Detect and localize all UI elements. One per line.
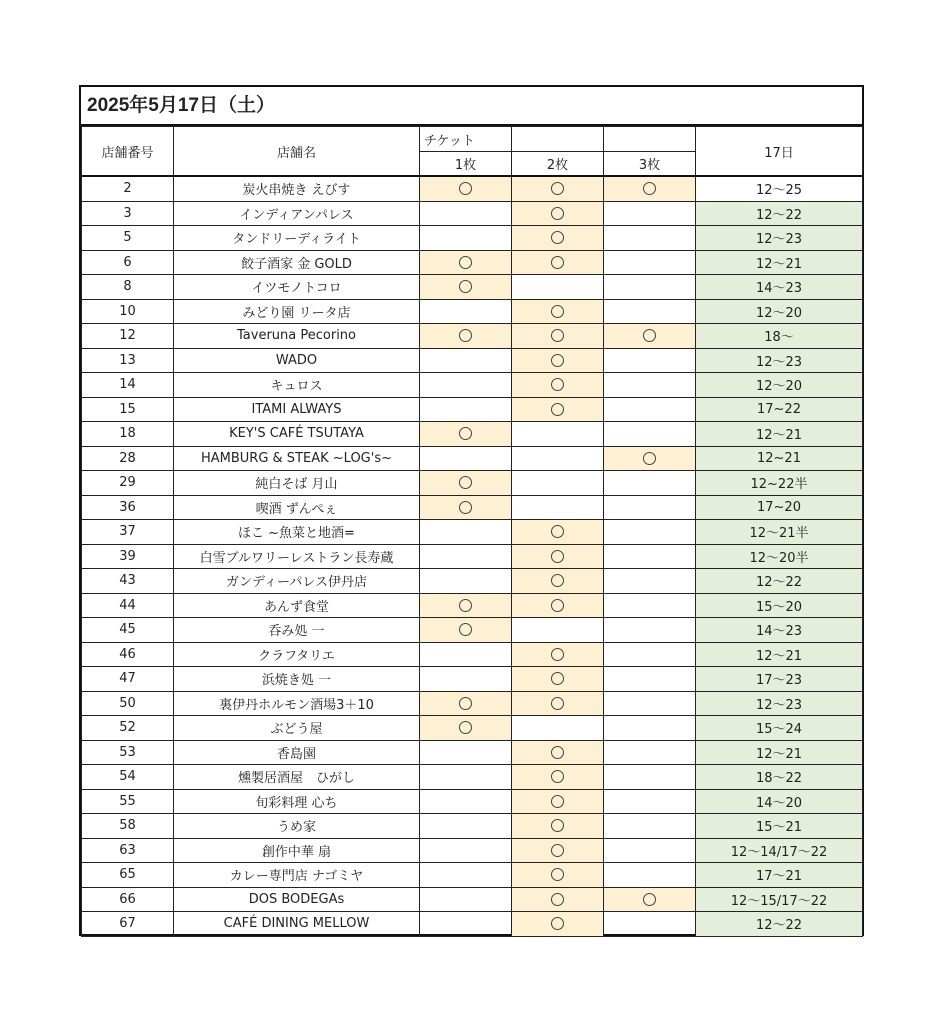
store-name: 創作中華 扇 — [174, 838, 420, 863]
ticket-cell-t1 — [420, 814, 512, 839]
ticket-cell-t3 — [604, 471, 696, 496]
ticket-cell-t2 — [512, 887, 604, 912]
store-name: CAFÉ DINING MELLOW — [174, 912, 420, 937]
store-number: 28 — [82, 446, 174, 471]
circle-icon — [551, 648, 564, 661]
ticket-cell-t2 — [512, 691, 604, 716]
circle-icon — [459, 182, 472, 195]
ticket-cell-t3 — [604, 250, 696, 275]
open-hours: 15～21 — [696, 814, 863, 839]
ticket-cell-t1 — [420, 618, 512, 643]
store-name: DOS BODEGAs — [174, 887, 420, 912]
store-name: 炭火串焼き えびす — [174, 176, 420, 201]
ticket-cell-t1 — [420, 299, 512, 324]
store-number: 67 — [82, 912, 174, 937]
store-name: あんず食堂 — [174, 593, 420, 618]
ticket-cell-t3 — [604, 373, 696, 398]
table-row — [82, 887, 863, 912]
circle-icon — [551, 305, 564, 318]
circle-icon — [551, 672, 564, 685]
store-number: 47 — [82, 667, 174, 692]
ticket-cell-t3 — [604, 912, 696, 937]
table-row — [82, 814, 863, 839]
circle-icon — [551, 917, 564, 930]
circle-icon — [551, 795, 564, 808]
ticket-cell-t2 — [512, 618, 604, 643]
circle-icon — [551, 550, 564, 563]
store-number: 37 — [82, 520, 174, 545]
store-number: 58 — [82, 814, 174, 839]
ticket-cell-t3 — [604, 667, 696, 692]
ticket-cell-t1 — [420, 642, 512, 667]
ticket-cell-t1 — [420, 716, 512, 741]
ticket-cell-t3 — [604, 544, 696, 569]
ticket-cell-t3 — [604, 176, 696, 201]
ticket-cell-t2 — [512, 814, 604, 839]
open-hours: 14～23 — [696, 275, 863, 300]
ticket-cell-t2 — [512, 569, 604, 594]
circle-icon — [551, 354, 564, 367]
table-row — [82, 299, 863, 324]
store-name: KEY'S CAFÉ TSUTAYA — [174, 422, 420, 447]
table-row — [82, 593, 863, 618]
ticket-cell-t2 — [512, 275, 604, 300]
store-name: 旬彩料理 心ち — [174, 789, 420, 814]
open-hours: 12～14/17～22 — [696, 838, 863, 863]
ticket-cell-t3 — [604, 397, 696, 422]
store-number: 8 — [82, 275, 174, 300]
ticket-cell-t1 — [420, 838, 512, 863]
open-hours: 18～22 — [696, 765, 863, 790]
ticket-cell-t1 — [420, 593, 512, 618]
circle-icon — [551, 770, 564, 783]
ticket-cell-t2 — [512, 765, 604, 790]
ticket-cell-t2 — [512, 446, 604, 471]
store-number: 14 — [82, 373, 174, 398]
open-hours: 12～21 — [696, 422, 863, 447]
ticket-cell-t1 — [420, 397, 512, 422]
open-hours: 12～22 — [696, 201, 863, 226]
ticket-cell-t1 — [420, 201, 512, 226]
store-number: 29 — [82, 471, 174, 496]
ticket-cell-t1 — [420, 691, 512, 716]
table-row — [82, 397, 863, 422]
table-row — [82, 495, 863, 520]
ticket-cell-t3 — [604, 740, 696, 765]
ticket-cell-t1 — [420, 324, 512, 349]
ticket-cell-t1 — [420, 348, 512, 373]
ticket-cell-t3 — [604, 887, 696, 912]
ticket-cell-t2 — [512, 201, 604, 226]
store-number: 13 — [82, 348, 174, 373]
ticket-cell-t2 — [512, 397, 604, 422]
open-hours: 15～20 — [696, 593, 863, 618]
ticket-cell-t1 — [420, 740, 512, 765]
ticket-cell-t2 — [512, 544, 604, 569]
open-hours: 12～23 — [696, 348, 863, 373]
ticket-cell-t2 — [512, 422, 604, 447]
ticket-cell-t1 — [420, 446, 512, 471]
open-hours: 12～23 — [696, 226, 863, 251]
store-name: イツモノトコロ — [174, 275, 420, 300]
ticket-cell-t2 — [512, 863, 604, 888]
ticket-cell-t2 — [512, 471, 604, 496]
store-name: クラフタリエ — [174, 642, 420, 667]
header-store-no: 店舗番号 — [82, 127, 174, 177]
ticket-cell-t3 — [604, 348, 696, 373]
table-row — [82, 691, 863, 716]
circle-icon — [459, 501, 472, 514]
open-hours: 12~22半 — [696, 471, 863, 496]
ticket-cell-t1 — [420, 569, 512, 594]
store-name: 純白そば 月山 — [174, 471, 420, 496]
circle-icon — [459, 329, 472, 342]
store-name: 裏伊丹ホルモン酒場3＋10 — [174, 691, 420, 716]
store-name: 浜焼き処 一 — [174, 667, 420, 692]
ticket-cell-t1 — [420, 471, 512, 496]
circle-icon — [459, 697, 472, 710]
header-blank — [512, 127, 604, 152]
ticket-cell-t3 — [604, 814, 696, 839]
circle-icon — [551, 599, 564, 612]
ticket-cell-t1 — [420, 275, 512, 300]
store-number: 10 — [82, 299, 174, 324]
circle-icon — [459, 256, 472, 269]
store-name: HAMBURG & STEAK ~LOG's~ — [174, 446, 420, 471]
circle-icon — [459, 599, 472, 612]
open-hours: 17～23 — [696, 667, 863, 692]
page-title: 2025年5月17日（土） — [81, 87, 862, 126]
table-body — [82, 176, 863, 936]
store-number: 44 — [82, 593, 174, 618]
open-hours: 14～20 — [696, 789, 863, 814]
open-hours: 12～23 — [696, 691, 863, 716]
ticket-cell-t1 — [420, 789, 512, 814]
header-ticket-3: 3枚 — [604, 152, 696, 177]
ticket-cell-t2 — [512, 740, 604, 765]
table-row — [82, 544, 863, 569]
circle-icon — [551, 207, 564, 220]
table-row — [82, 618, 863, 643]
store-number: 12 — [82, 324, 174, 349]
circle-icon — [459, 427, 472, 440]
store-number: 52 — [82, 716, 174, 741]
ticket-cell-t3 — [604, 226, 696, 251]
ticket-cell-t1 — [420, 176, 512, 201]
ticket-cell-t2 — [512, 593, 604, 618]
open-hours: 17~20 — [696, 495, 863, 520]
ticket-cell-t2 — [512, 838, 604, 863]
table-row — [82, 863, 863, 888]
store-name: ガンディーパレス伊丹店 — [174, 569, 420, 594]
table-row — [82, 324, 863, 349]
store-name: タンドリーディライト — [174, 226, 420, 251]
ticket-cell-t1 — [420, 373, 512, 398]
ticket-cell-t3 — [604, 618, 696, 643]
table-row — [82, 471, 863, 496]
circle-icon — [551, 231, 564, 244]
circle-icon — [551, 819, 564, 832]
store-name: 喫酒 ずんぺぇ — [174, 495, 420, 520]
table-row — [82, 569, 863, 594]
store-number: 15 — [82, 397, 174, 422]
store-name: WADO — [174, 348, 420, 373]
store-number: 36 — [82, 495, 174, 520]
table-row — [82, 226, 863, 251]
circle-icon — [551, 525, 564, 538]
ticket-cell-t2 — [512, 250, 604, 275]
ticket-cell-t1 — [420, 250, 512, 275]
header-ticket-2: 2枚 — [512, 152, 604, 177]
open-hours: 15～24 — [696, 716, 863, 741]
table-row — [82, 250, 863, 275]
circle-icon — [643, 182, 656, 195]
ticket-cell-t3 — [604, 642, 696, 667]
circle-icon — [459, 721, 472, 734]
ticket-cell-t3 — [604, 275, 696, 300]
store-table — [81, 126, 863, 937]
header-ticket: チケット — [420, 127, 512, 152]
open-hours: 12～21半 — [696, 520, 863, 545]
ticket-cell-t1 — [420, 912, 512, 937]
store-name: 呑み処 一 — [174, 618, 420, 643]
store-number: 65 — [82, 863, 174, 888]
store-name: ぶどう屋 — [174, 716, 420, 741]
store-number: 63 — [82, 838, 174, 863]
open-hours: 12～21 — [696, 250, 863, 275]
store-number: 55 — [82, 789, 174, 814]
ticket-cell-t2 — [512, 299, 604, 324]
circle-icon — [551, 844, 564, 857]
table-row — [82, 446, 863, 471]
open-hours: 12～20 — [696, 299, 863, 324]
ticket-cell-t3 — [604, 789, 696, 814]
ticket-cell-t1 — [420, 520, 512, 545]
open-hours: 12~21 — [696, 446, 863, 471]
store-number: 5 — [82, 226, 174, 251]
store-name: キュロス — [174, 373, 420, 398]
ticket-cell-t2 — [512, 348, 604, 373]
circle-icon — [643, 893, 656, 906]
table-row — [82, 176, 863, 201]
table-row — [82, 201, 863, 226]
circle-icon — [551, 868, 564, 881]
ticket-cell-t3 — [604, 422, 696, 447]
circle-icon — [551, 256, 564, 269]
open-hours: 12～25 — [696, 176, 863, 201]
store-number: 54 — [82, 765, 174, 790]
circle-icon — [643, 329, 656, 342]
ticket-cell-t2 — [512, 912, 604, 937]
circle-icon — [459, 476, 472, 489]
ticket-cell-t2 — [512, 642, 604, 667]
store-number: 50 — [82, 691, 174, 716]
header-blank — [604, 127, 696, 152]
open-hours: 12～21 — [696, 740, 863, 765]
table-row — [82, 275, 863, 300]
open-hours: 12～21 — [696, 642, 863, 667]
ticket-cell-t3 — [604, 569, 696, 594]
store-name: 香島園 — [174, 740, 420, 765]
ticket-cell-t2 — [512, 226, 604, 251]
store-name: Taveruna Pecorino — [174, 324, 420, 349]
circle-icon — [643, 452, 656, 465]
table-row — [82, 740, 863, 765]
ticket-cell-t3 — [604, 201, 696, 226]
circle-icon — [551, 403, 564, 416]
open-hours: 17~22 — [696, 397, 863, 422]
table-row — [82, 373, 863, 398]
ticket-cell-t1 — [420, 887, 512, 912]
ticket-cell-t1 — [420, 226, 512, 251]
circle-icon — [551, 574, 564, 587]
circle-icon — [459, 280, 472, 293]
open-hours: 12～22 — [696, 912, 863, 937]
table-row — [82, 838, 863, 863]
circle-icon — [459, 623, 472, 636]
open-hours: 18～ — [696, 324, 863, 349]
open-hours: 12～20 — [696, 373, 863, 398]
store-name: 餃子酒家 金 GOLD — [174, 250, 420, 275]
table-row — [82, 642, 863, 667]
store-number: 66 — [82, 887, 174, 912]
ticket-cell-t2 — [512, 667, 604, 692]
ticket-cell-t2 — [512, 176, 604, 201]
header-ticket-1: 1枚 — [420, 152, 512, 177]
ticket-cell-t1 — [420, 863, 512, 888]
ticket-cell-t3 — [604, 863, 696, 888]
ticket-cell-t1 — [420, 495, 512, 520]
ticket-cell-t2 — [512, 373, 604, 398]
circle-icon — [551, 893, 564, 906]
store-name: うめ家 — [174, 814, 420, 839]
store-number: 18 — [82, 422, 174, 447]
open-hours: 14～23 — [696, 618, 863, 643]
ticket-cell-t3 — [604, 520, 696, 545]
store-name: みどり園 リータ店 — [174, 299, 420, 324]
circle-icon — [551, 378, 564, 391]
ticket-cell-t3 — [604, 691, 696, 716]
store-name: ほこ ~魚菜と地酒= — [174, 520, 420, 545]
ticket-cell-t3 — [604, 716, 696, 741]
store-name: インディアンパレス — [174, 201, 420, 226]
circle-icon — [551, 746, 564, 759]
ticket-cell-t2 — [512, 789, 604, 814]
header-store-name: 店舗名 — [174, 127, 420, 177]
store-number: 45 — [82, 618, 174, 643]
store-number: 6 — [82, 250, 174, 275]
ticket-cell-t3 — [604, 838, 696, 863]
store-number: 46 — [82, 642, 174, 667]
ticket-cell-t3 — [604, 324, 696, 349]
store-number: 43 — [82, 569, 174, 594]
store-name: 燻製居酒屋 ひがし — [174, 765, 420, 790]
schedule-sheet — [79, 85, 864, 936]
store-number: 3 — [82, 201, 174, 226]
ticket-cell-t3 — [604, 765, 696, 790]
header-day: 17日 — [696, 127, 863, 177]
ticket-cell-t2 — [512, 716, 604, 741]
ticket-cell-t3 — [604, 446, 696, 471]
ticket-cell-t3 — [604, 299, 696, 324]
open-hours: 17～21 — [696, 863, 863, 888]
circle-icon — [551, 182, 564, 195]
table-row — [82, 765, 863, 790]
ticket-cell-t1 — [420, 422, 512, 447]
ticket-cell-t1 — [420, 765, 512, 790]
ticket-cell-t2 — [512, 520, 604, 545]
ticket-cell-t2 — [512, 324, 604, 349]
open-hours: 12～20半 — [696, 544, 863, 569]
ticket-cell-t3 — [604, 593, 696, 618]
store-name: ITAMI ALWAYS — [174, 397, 420, 422]
ticket-cell-t3 — [604, 495, 696, 520]
ticket-cell-t2 — [512, 495, 604, 520]
table-row — [82, 520, 863, 545]
ticket-cell-t1 — [420, 667, 512, 692]
circle-icon — [551, 329, 564, 342]
store-name: カレー専門店 ナゴミヤ — [174, 863, 420, 888]
open-hours: 12～22 — [696, 569, 863, 594]
store-number: 2 — [82, 176, 174, 201]
table-row — [82, 789, 863, 814]
store-name: 白雪ブルワリーレストラン長寿蔵 — [174, 544, 420, 569]
ticket-cell-t1 — [420, 544, 512, 569]
open-hours: 12～15/17～22 — [696, 887, 863, 912]
table-row — [82, 348, 863, 373]
table-row — [82, 422, 863, 447]
circle-icon — [551, 697, 564, 710]
store-number: 39 — [82, 544, 174, 569]
table-row — [82, 716, 863, 741]
store-number: 53 — [82, 740, 174, 765]
table-row — [82, 912, 863, 937]
table-row — [82, 667, 863, 692]
